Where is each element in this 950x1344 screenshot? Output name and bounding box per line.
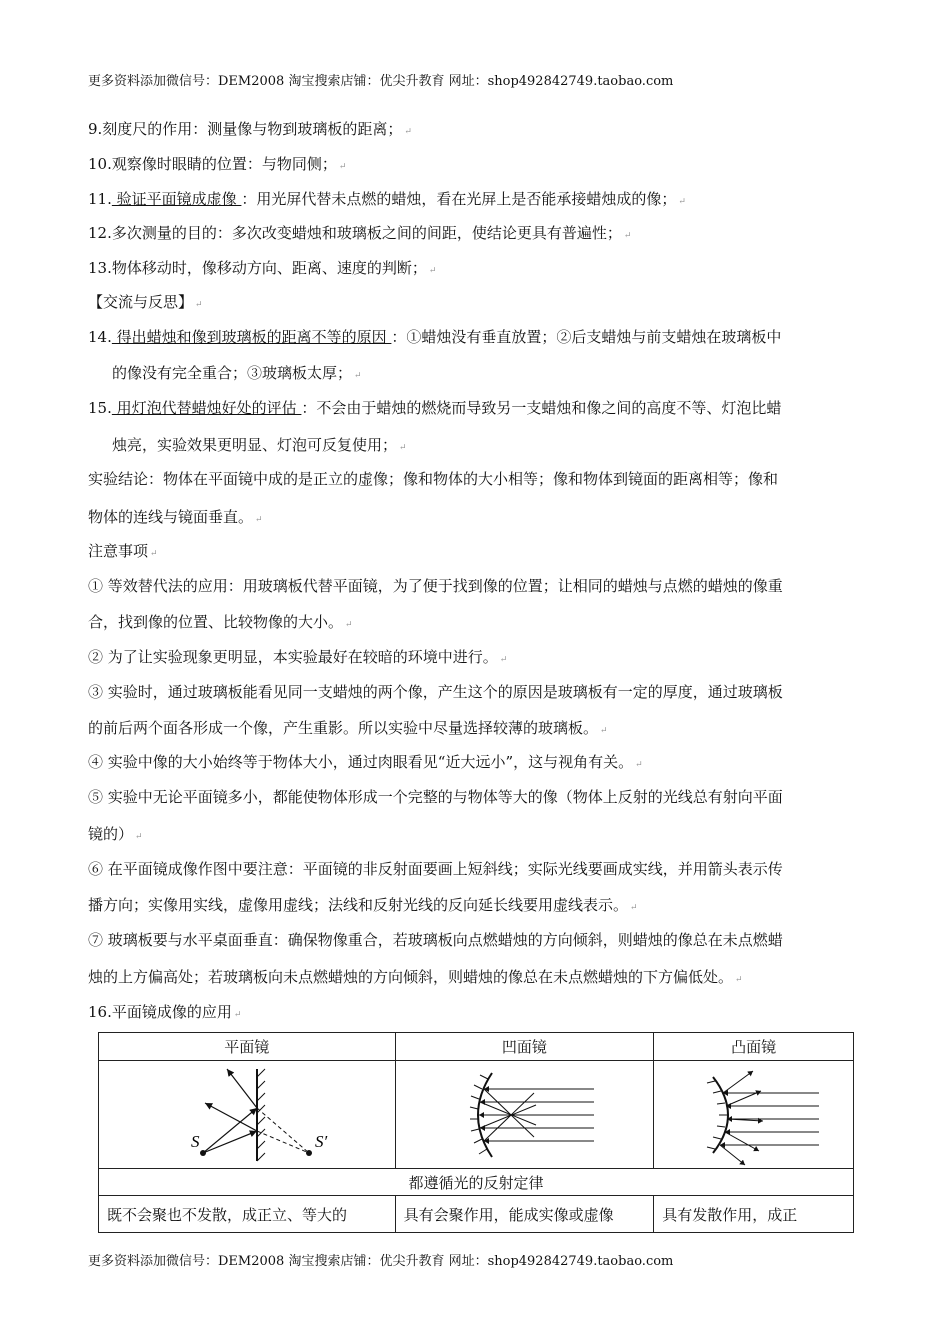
note-2: ② 为了让实验现象更明显，本实验最好在较暗的环境中进行。 ↵: [88, 648, 508, 666]
item-15-cont: 烛亮，实验效果更明显、灯泡可反复使用； ↵: [112, 436, 407, 454]
item-16: 16.平面镜成像的应用 ↵: [88, 1003, 242, 1021]
header-convex-mirror: 凸面镜: [654, 1033, 854, 1061]
plane-mirror-desc: 既不会聚也不发散，成正立、等大的: [99, 1196, 396, 1233]
conclusion: 实验结论：物体在平面镜中成的是正立的虚像；像和物体的大小相等；像和物体到镜面的距离相等；像和: [88, 470, 779, 488]
para-mark: ↵: [499, 655, 508, 665]
note-7: ⑦ 玻璃板要与水平桌面垂直：确保物像重合，若玻璃板向点燃蜡烛的方向倾斜，则蜡烛的像总在未点燃蜡: [88, 931, 783, 949]
para-mark: ↵: [255, 515, 263, 525]
item-10: 10.观察像时眼睛的位置：与物同侧； ↵: [88, 155, 347, 173]
convex-mirror-diagram: [679, 1063, 829, 1167]
item-14-cont: 的像没有完全重合；③玻璃板太厚； ↵: [112, 364, 362, 382]
item-13: 13.物体移动时，像移动方向、距离、速度的判断； ↵: [88, 259, 437, 277]
note-4: ④ 实验中像的大小始终等于物体大小，通过肉眼看见“近大远小”，这与视角有关。 ↵: [88, 753, 643, 771]
label-s-prime: S′: [314, 1131, 328, 1151]
concave-mirror-desc: 具有会聚作用，能成实像或虚像: [395, 1196, 654, 1233]
para-mark: ↵: [150, 549, 158, 559]
para-mark: ↵: [233, 1010, 242, 1020]
note-6: ⑥ 在平面镜成像作图中要注意：平面镜的非反射面要画上短斜线；实际光线要画成实线，并用箭头表示传: [88, 860, 783, 878]
para-mark: ↵: [354, 371, 362, 381]
para-mark: ↵: [135, 832, 143, 842]
item-9: 9.刻度尺的作用：测量像与物到玻璃板的距离； ↵: [88, 120, 412, 138]
note-5: ⑤ 实验中无论平面镜多小，都能使物体形成一个完整的与物体等大的像（物体上反射的光线总有射向平面: [88, 788, 783, 806]
plane-mirror-cell: [99, 1061, 396, 1169]
para-mark: ↵: [345, 620, 353, 630]
note-3: ③ 实验时，通过玻璃板能看见同一支蜡烛的两个像，产生这个的原因是玻璃板有一定的厚度，通过玻璃板: [88, 683, 783, 701]
para-mark: ↵: [735, 975, 743, 985]
para-mark: ↵: [428, 266, 437, 276]
note-6-cont: 播方向；实像用实线，虚像用虚线；法线和反射光线的反向延长线要用虚线表示。 ↵: [88, 896, 638, 914]
header-concave-mirror: 凹面镜: [395, 1033, 654, 1061]
convex-mirror-desc: 具有发散作用，成正: [654, 1196, 854, 1233]
note-1-cont: 合，找到像的位置、比较物像的大小。 ↵: [88, 613, 353, 631]
para-mark: ↵: [195, 300, 203, 310]
notes-title: 注意事项 ↵: [88, 542, 158, 560]
item-11: 11. 验证平面镜成虚像 ：用光屏代替未点燃的蜡烛，看在光屏上是否能承接蜡烛成的像； ↵: [88, 190, 686, 208]
para-mark: ↵: [404, 127, 412, 137]
note-7-cont: 烛的上方偏高处；若玻璃板向未点燃蜡烛的方向倾斜，则蜡烛的像总在未点燃蜡烛的下方偏低处。 ↵: [88, 968, 743, 986]
mirror-table: [98, 1032, 854, 1233]
shared-law: 都遵循光的反射定律: [99, 1169, 854, 1196]
note-3-cont: 的前后两个面各形成一个像，产生重影。所以实验中尽量选择较薄的玻璃板。 ↵: [88, 719, 608, 737]
concave-mirror-cell: [395, 1061, 654, 1169]
conclusion-cont: 物体的连线与镜面垂直。 ↵: [88, 508, 263, 526]
note-1: ① 等效替代法的应用：用玻璃板代替平面镜，为了便于找到像的位置；让相同的蜡烛与点燃的蜡烛的像重: [88, 577, 783, 595]
para-mark: ↵: [630, 903, 638, 913]
item-15-title: 用灯泡代替蜡烛好处的评估: [111, 399, 302, 417]
header-plane-mirror: 平面镜: [99, 1033, 396, 1061]
para-mark: ↵: [623, 231, 632, 241]
item-14-title: 得出蜡烛和像到玻璃板的距离不等的原因: [111, 328, 392, 346]
para-mark: ↵: [678, 197, 686, 207]
note-5-cont: 镜的） ↵: [88, 825, 143, 843]
plane-mirror-diagram: [147, 1063, 347, 1167]
convex-mirror-cell: [654, 1061, 854, 1169]
para-mark: ↵: [635, 760, 643, 770]
section-title: 【交流与反思】 ↵: [88, 293, 203, 311]
item-11-title: 验证平面镜成虚像: [111, 190, 242, 208]
label-s: S: [190, 1131, 200, 1151]
item-15: 15. 用灯泡代替蜡烛好处的评估 ：不会由于蜡烛的燃烧而导致另一支蜡烛和像之间的高度不等、灯泡比蜡: [88, 399, 782, 417]
para-mark: ↵: [399, 443, 407, 453]
para-mark: ↵: [600, 726, 608, 736]
page-footer: 更多资料添加微信号：DEM2008 淘宝搜索店铺：优尖升教育 网址：shop492842749.taobao.com: [88, 1254, 674, 1269]
concave-mirror-diagram: [444, 1063, 604, 1167]
item-12: 12.多次测量的目的：多次改变蜡烛和玻璃板之间的间距，使结论更具有普遍性； ↵: [88, 224, 632, 242]
para-mark: ↵: [338, 162, 347, 172]
item-14: 14. 得出蜡烛和像到玻璃板的距离不等的原因 ：①蜡烛没有垂直放置；②后支蜡烛与前支蜡烛在玻璃板中: [88, 328, 782, 346]
page-header: 更多资料添加微信号：DEM2008 淘宝搜索店铺：优尖升教育 网址：shop492842749.taobao.com: [88, 74, 674, 89]
